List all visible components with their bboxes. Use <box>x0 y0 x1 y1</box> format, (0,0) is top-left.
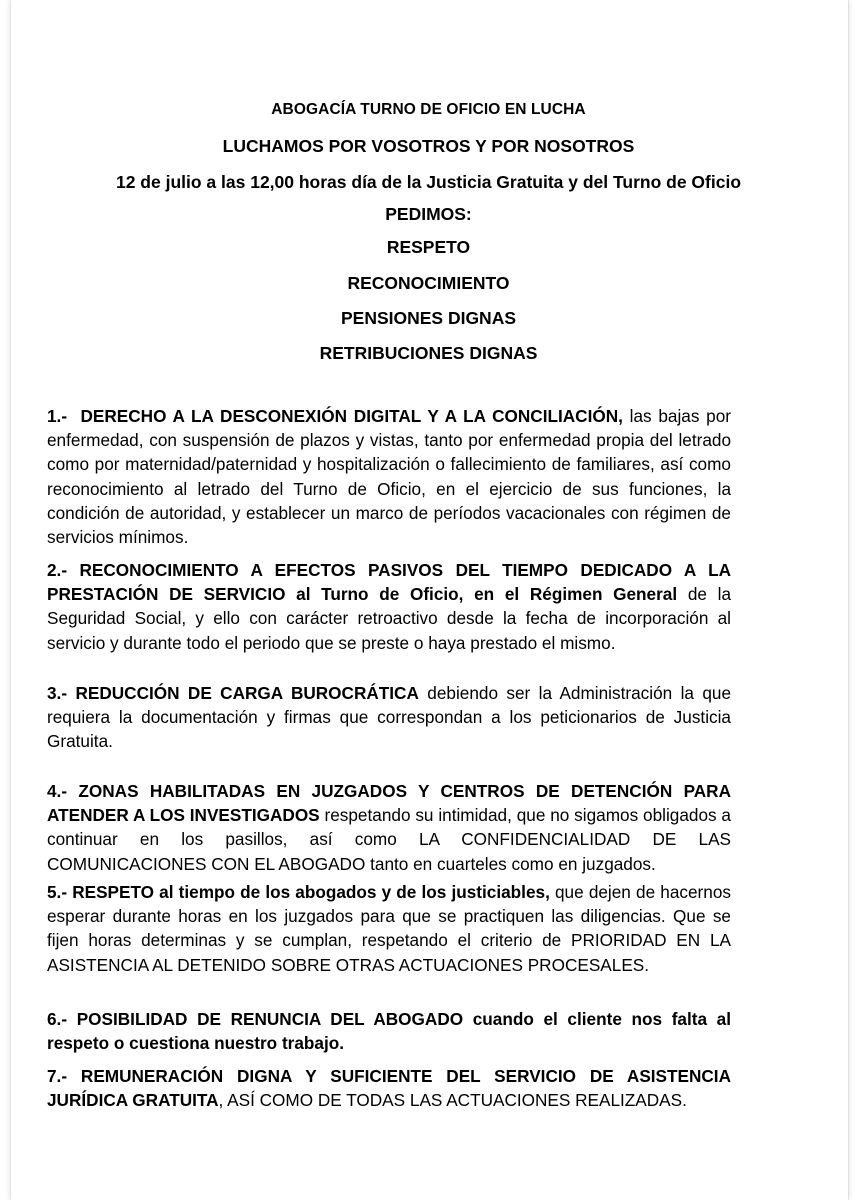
item-text: , ASÍ COMO DE TODAS LAS ACTUACIONES REALIZADAS. <box>218 1090 687 1111</box>
list-item <box>47 1007 731 1055</box>
item-bold-text: ZONAS HABILITADAS EN JUZGADOS Y CENTROS DE DETENCIÓN PARA ATENDER A LOS INVESTIGADOS <box>47 781 731 826</box>
item-number: 3.- <box>47 683 68 703</box>
slogan-heading: LUCHAMOS POR VOSOTROS Y POR NOSOTROS <box>222 136 635 156</box>
item-bold-text: REDUCCIÓN DE CARGA BUROCRÁTICA <box>75 683 419 703</box>
item-bold-text: POSIBILIDAD DE RENUNCIA DEL ABOGADO cuando el cliente nos falta al respeto o cuestiona nuestro trabajo. <box>47 1009 731 1054</box>
pedimos-heading: PEDIMOS: <box>385 204 472 224</box>
item-text: de la Seguridad Social, y ello con carácter retroactivo desde la fecha de incorporación al servicio y durante todo el periodo que se preste o haya prestado el mismo. <box>47 584 731 653</box>
item-text: las bajas por enfermedad, con suspensión de plazos y vistas, tanto por enfermedad propia del letrado como por maternidad/paternidad y hospitalización o fallecimiento de familiares, así como reconocimiento al letrado del Turno de Oficio, en el ejercicio de sus funciones, la condición de autoridad, y establecer un marco de períodos vacacionales con régimen de servicios mínimos. <box>47 406 731 548</box>
event-date-line: 12 de julio a las 12,00 horas día de la Justicia Gratuita y del Turno de Oficio <box>115 172 742 192</box>
item-number: 7.- <box>47 1066 68 1086</box>
demand-retribuciones: RETRIBUCIONES DIGNAS <box>319 343 538 363</box>
item-number: 5.- <box>47 882 68 902</box>
item-text: que dejen de hacernos esperar durante horas en los juzgados para que se practiquen las diligencias. Que se fijen horas determinas y se cumplan, respetando el criterio de PRIORIDAD EN LA ASISTENCIA AL DETENIDO SOBRE OTRAS ACTUACIONES PROCESALES. <box>47 882 731 975</box>
item-text: debiendo ser la Administración la que requiera la documentación y firmas que correspondan a los peticionarios de Justicia Gratuita. <box>47 683 732 752</box>
list-item <box>47 779 731 876</box>
item-number: 4.- <box>47 781 68 801</box>
list-item <box>47 558 731 655</box>
list-item <box>47 1064 731 1112</box>
item-bold-text: RESPETO al tiempo de los abogados y de los justiciables, <box>72 882 550 902</box>
organization-title: ABOGACÍA TURNO DE OFICIO EN LUCHA <box>271 101 586 118</box>
list-item <box>47 404 731 549</box>
item-bold-text: DERECHO A LA DESCONEXIÓN DIGITAL Y A LA CONCILIACIÓN, <box>80 406 623 426</box>
item-number: 6.- <box>47 1009 68 1029</box>
list-item <box>47 681 731 754</box>
item-number: 1.- <box>47 406 68 426</box>
demand-pensiones: PENSIONES DIGNAS <box>340 308 517 328</box>
item-bold-text: REMUNERACIÓN DIGNA Y SUFICIENTE DEL SERVICIO DE ASISTENCIA JURÍDICA GRATUITA <box>47 1066 731 1111</box>
demand-reconocimiento: RECONOCIMIENTO <box>347 273 510 293</box>
item-number: 2.- <box>47 560 68 580</box>
demand-respeto: RESPETO <box>386 237 471 257</box>
list-item <box>47 880 731 977</box>
item-bold-text: RECONOCIMIENTO A EFECTOS PASIVOS DEL TIEMPO DEDICADO A LA PRESTACIÓN DE SERVICIO al Turno de Oficio, en el Régimen General <box>47 560 732 605</box>
item-text: respetando su intimidad, que no sigamos obligados a continuar en los pasillos, así como LA CONFIDENCIALIDAD DE LAS COMUNICACIONES CON EL ABOGADO tanto en cuarteles como en juzgados. <box>47 805 731 874</box>
